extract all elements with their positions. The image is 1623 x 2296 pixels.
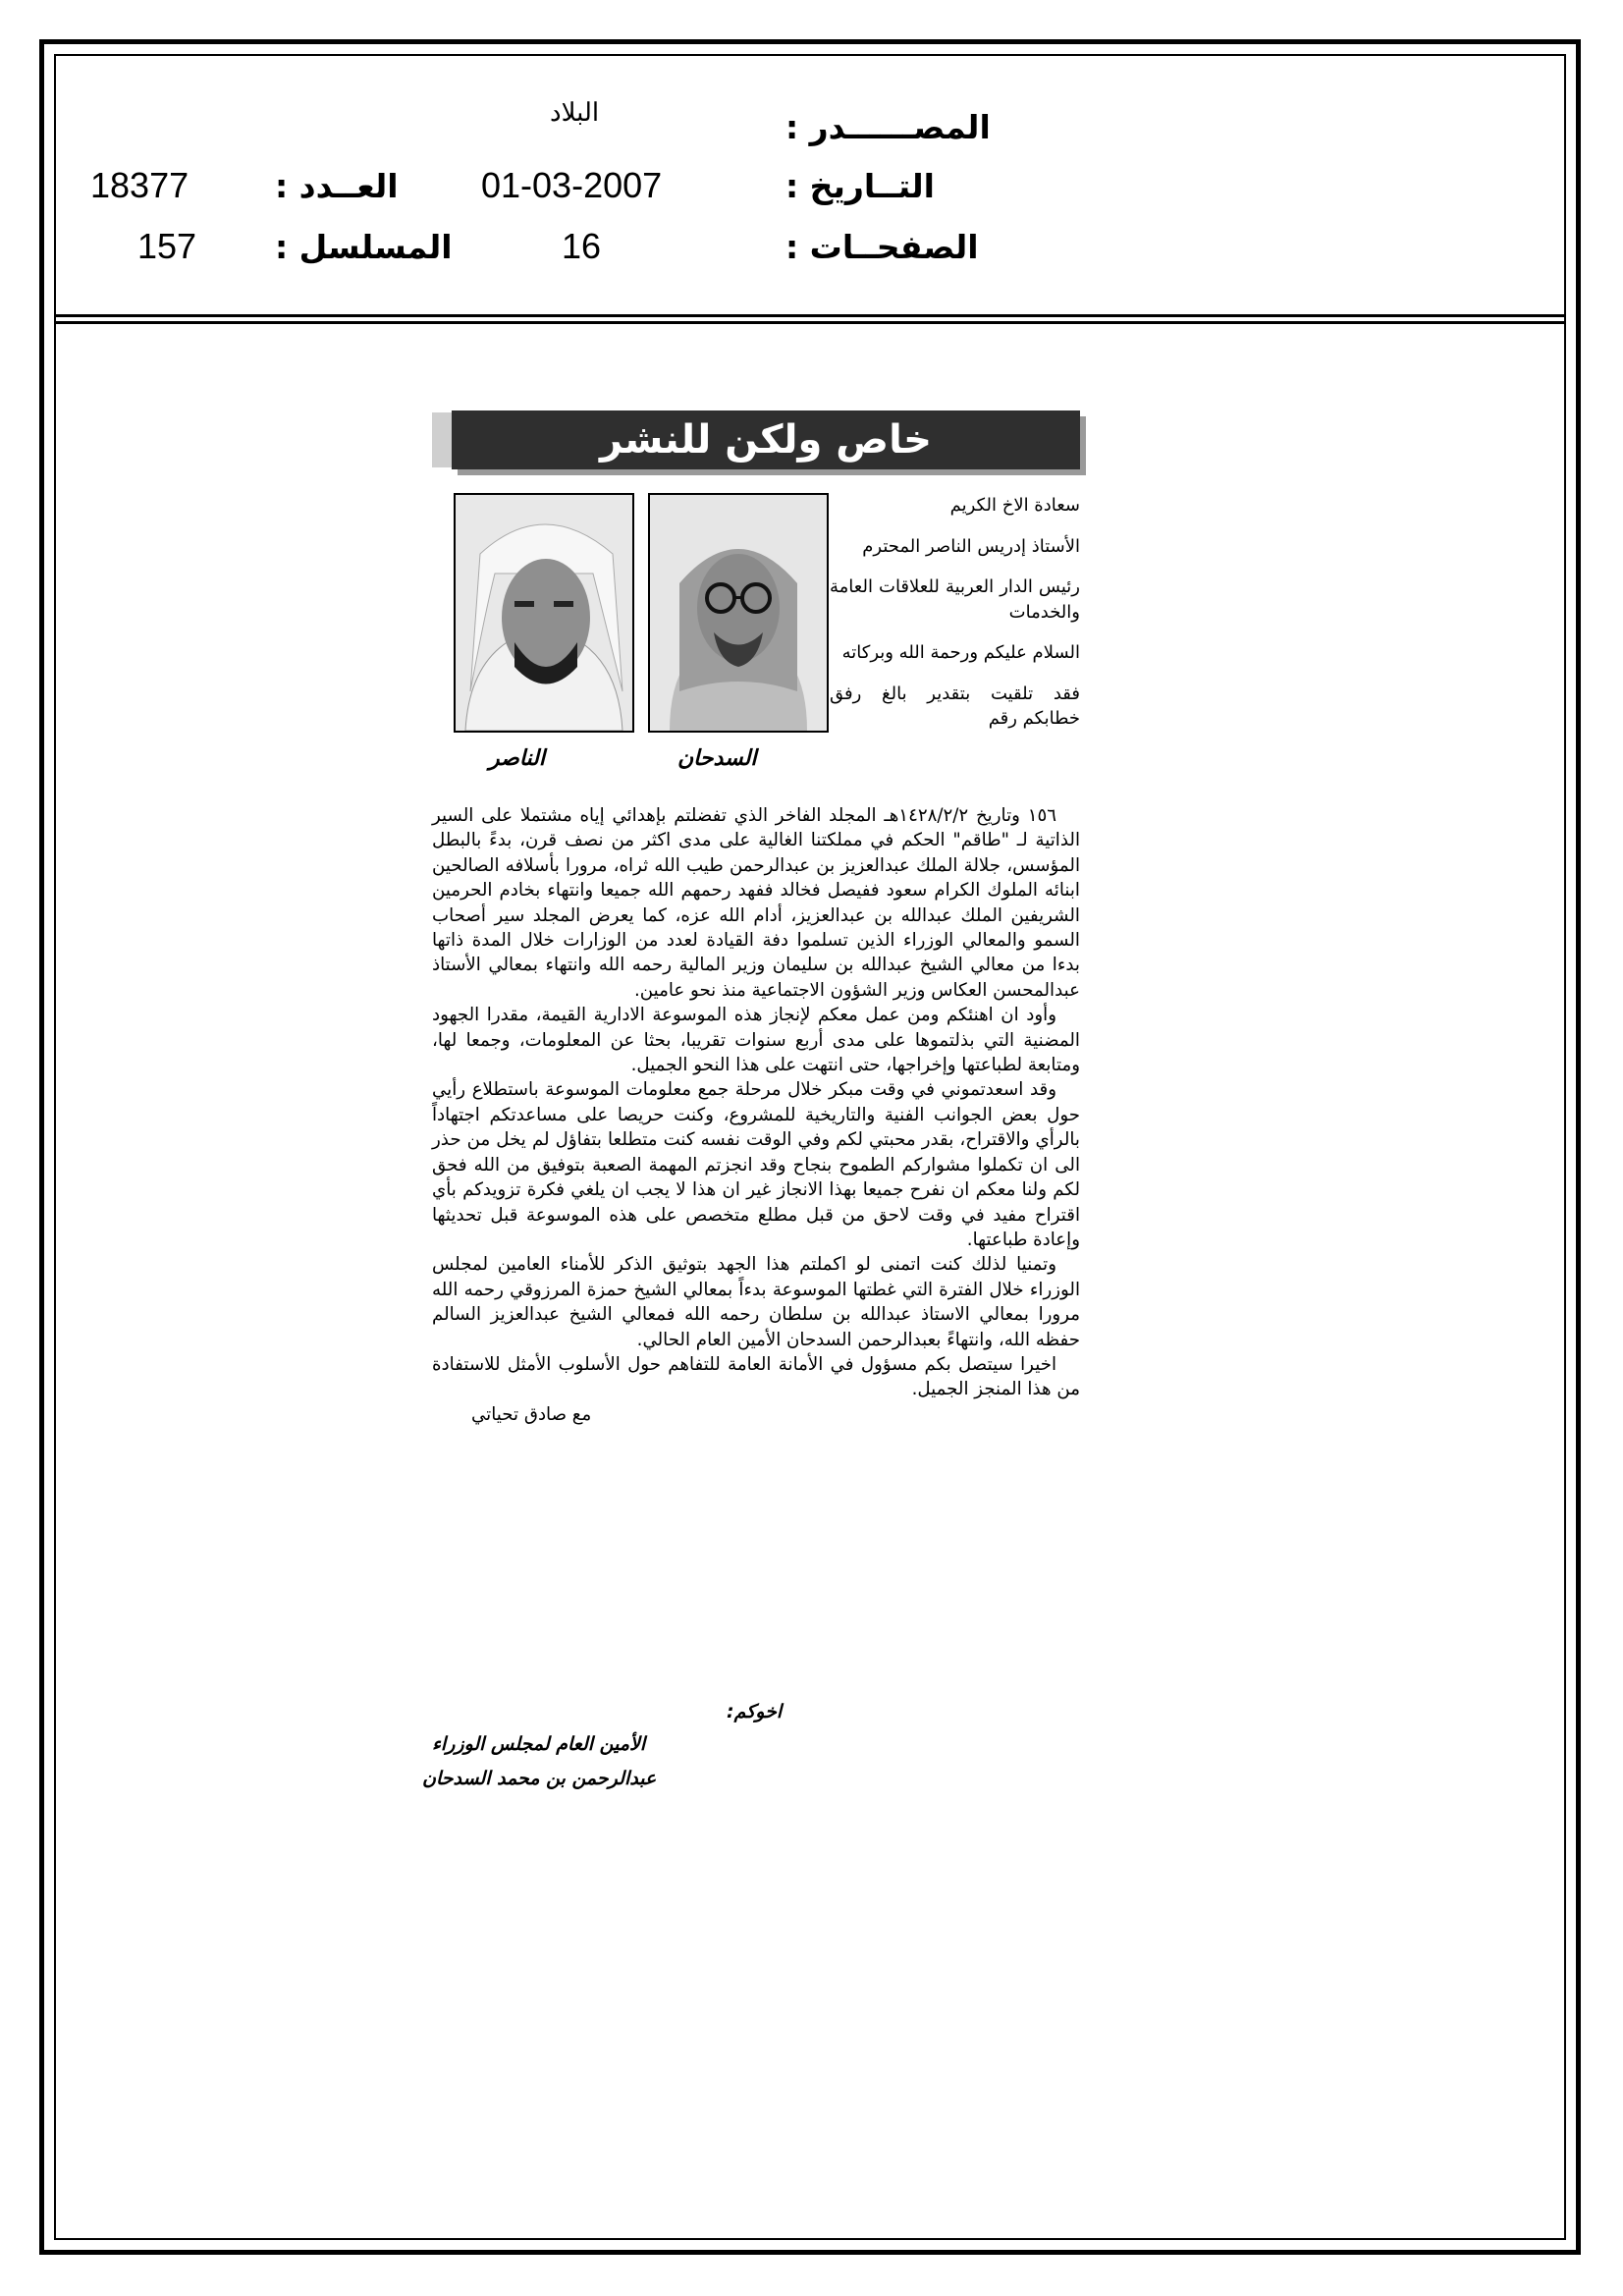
serial-label: المسلسل : bbox=[275, 228, 453, 266]
greeting: السلام عليكم ورحمة الله وبركاته bbox=[841, 642, 1080, 663]
date-label: التــاريخ : bbox=[785, 167, 935, 205]
caption-sadhan: السدحان bbox=[677, 746, 757, 771]
letter-body bbox=[432, 803, 1080, 1427]
salutation-line-3: رئيس الدار العربية للعلاقات العامة والخدمات bbox=[830, 576, 1080, 623]
pages-label: الصفحــات : bbox=[785, 228, 979, 266]
caption-nasser: الناصر bbox=[489, 746, 545, 771]
pages-value: 16 bbox=[562, 226, 602, 266]
header-separator-2 bbox=[54, 321, 1566, 324]
closing-line: مع صادق تحياتي bbox=[471, 1403, 592, 1425]
salutation-line-2: الأستاذ إدريس الناصر المحترم bbox=[862, 535, 1080, 557]
body-paragraph-1: ١٥٦ وتاريخ ١٤٢٨/٢/٢هـ المجلد الفاخر الذي تفضلتم بإهدائي إياه مشتملا على السير الذاتية لـ "طاقم" الحكم في مملكتنا الغالية على مدى اكثر من نصف قرن، بدءً بالبطل المؤسس، جلالة الملك عبدالعزيز بن عبدالرحمن طيب الله ثراه، مرورا بأسلافه الصالحين ابنائه الملوك الكرام سعود ففيصل فخالد ففهد رحمهم الله جميعا وانتهاء بخادم الحرمين الشريفين الملك عبدالله بن عبدالعزيز، أدام الله عزه، كما يعرض المجلد سير أصحاب السمو والمعالي الوزراء الذين تسلموا دفة القيادة لعدد من الوزارات خلال المدة ذاتها بدءا من معالي الشيخ عبدالله بن سليمان وزير المالية رحمه الله وانتهاء بمعالي الأستاذ عبدالمحسن العكاس وزير الشؤون الاجتماعية منذ نحو عامين. bbox=[432, 805, 1080, 1001]
source-value: البلاد bbox=[550, 98, 600, 128]
source-label: المصــــــدر : bbox=[785, 108, 991, 146]
portrait-sadhan-image bbox=[650, 495, 827, 731]
opening-line: فقد تلقيت بتقدير بالغ رفق خطابكم رقم bbox=[830, 683, 1080, 729]
sign-title: الأمين العام لمجلس الوزراء bbox=[432, 1733, 646, 1755]
portrait-nasser-image bbox=[456, 495, 632, 731]
issue-value: 18377 bbox=[90, 165, 189, 205]
serial-value: 157 bbox=[137, 226, 197, 266]
clipping-title: خاص ولكن للنشر bbox=[452, 410, 1080, 469]
sign-brother: اخوكم: bbox=[727, 1701, 783, 1722]
body-paragraph-5: اخيرا سيتصل بكم مسؤول في الأمانة العامة للتفاهم حول الأسلوب الأمثل للاستفادة من هذا المنجز الجميل. bbox=[432, 1353, 1080, 1400]
body-paragraph-2: وأود ان اهنئكم ومن عمل معكم لإنجاز هذه الموسوعة الادارية القيمة، مقدرا الجهود المضنية التي بذلتموها على مدى أربع سنوات تقريبا، بحثا عن المعلومات، وجمعا لها، ومتابعة لطباعتها وإخراجها، حتى انتهت على هذا النحو الجميل. bbox=[432, 1005, 1080, 1076]
header-separator bbox=[54, 314, 1566, 317]
photo-nasser bbox=[454, 493, 634, 733]
photo-sadhan bbox=[648, 493, 829, 733]
letter-salutation bbox=[830, 493, 1080, 747]
body-paragraph-4: وتمنيا لذلك كنت اتمنى لو اكملتم هذا الجهد بتوثيق الذكر للأمناء العامين لمجلس الوزراء خلال الفترة التي غطتها الموسوعة بدءاً بمعالي الشيخ حمزة المرزوقي رحمه الله مرورا بمعالي الاستاذ عبدالله بن سلطان رحمه الله فمعالي الشيخ عبدالعزيز السالم حفظه الله، وانتهاءً بعبدالرحمن السدحان الأمين العام الحالي. bbox=[432, 1254, 1080, 1350]
sign-name: عبدالرحمن بن محمد السدحان bbox=[422, 1768, 657, 1789]
date-value: 01-03-2007 bbox=[481, 165, 663, 205]
body-paragraph-3: وقد اسعدتموني في وقت مبكر خلال مرحلة جمع معلومات الموسوعة باستطلاع رأيي حول بعض الجوانب الفنية والتاريخية للمشروع، وكنت حريصا على مساعدتكم اجتهاداً بالرأي والاقتراح، بقدر محبتي لكم وفي الوقت نفسه كنت متطلعا بتفاؤل لم يخل من حذر الى ان تكملوا مشواركم الطموح بنجاح وقد انجزتم المهمة الصعبة بتوفيق من الله فحق لكم ولنا معكم ان نفرح جميعا بهذا الانجاز غير ان هذا لا يجب ان يلغي فكرة تزويدكم بأي اقتراح مفيد في وقت لاحق من قبل مطلع متخصص على هذه الموسوعة قبل تحديثها وإعادة طباعتها. bbox=[432, 1079, 1080, 1250]
issue-label: العــدد : bbox=[275, 167, 399, 205]
salutation-line-1: سعادة الاخ الكريم bbox=[949, 495, 1080, 516]
